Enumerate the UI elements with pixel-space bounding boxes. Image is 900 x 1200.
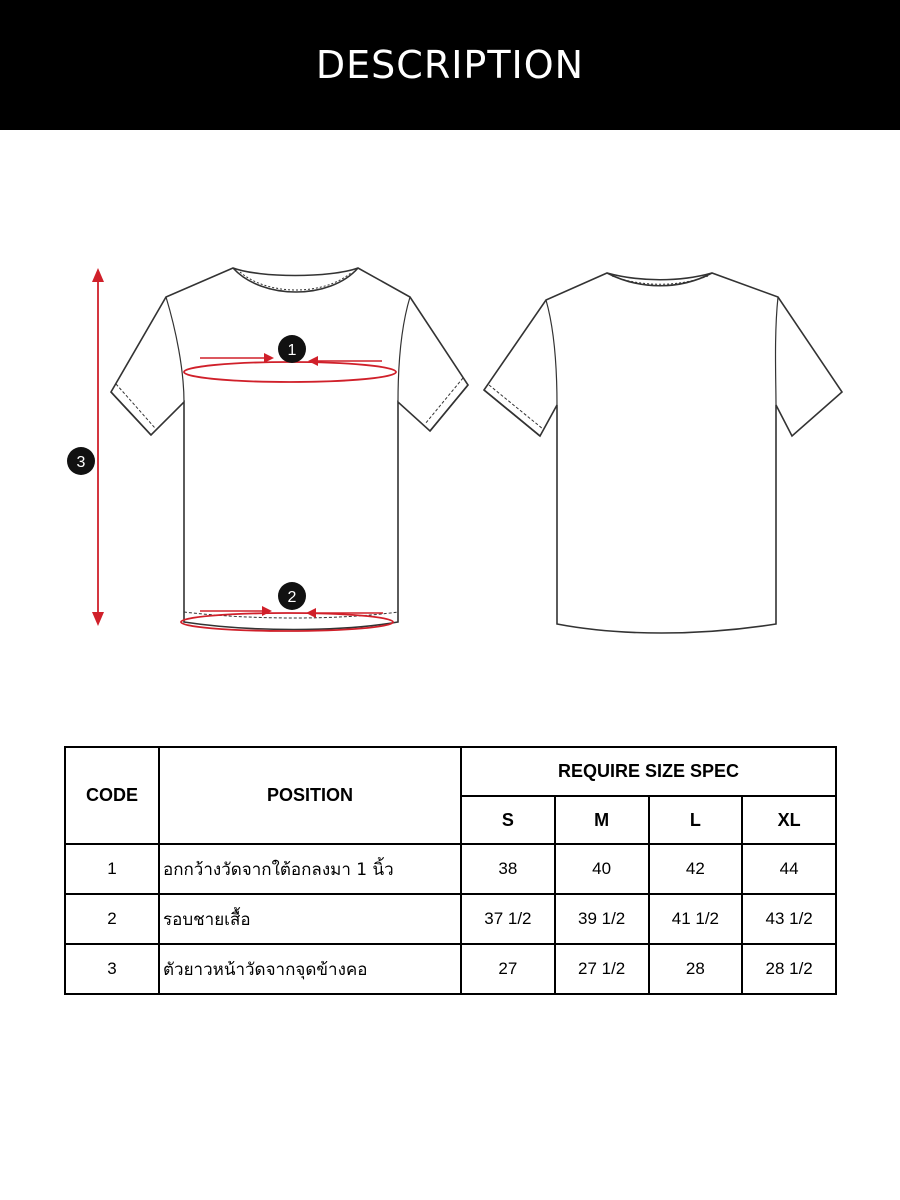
marker-2-icon (278, 582, 306, 610)
row-position: ตัวยาวหน้าวัดจากจุดข้างคอ (159, 944, 461, 994)
row-position: อกกว้างวัดจากใต้อกลงมา 1 นิ้ว (159, 844, 461, 894)
header-spec-group: REQUIRE SIZE SPEC (461, 747, 836, 796)
table-row (65, 944, 836, 994)
marker-1-icon (278, 335, 306, 363)
row-value-s: 37 1/2 (461, 894, 555, 944)
length-measure (92, 268, 104, 626)
row-value-l: 42 (649, 844, 743, 894)
header-bar (0, 0, 900, 130)
row-value-xl: 28 1/2 (742, 944, 836, 994)
header-position: POSITION (159, 747, 461, 844)
row-value-s: 27 (461, 944, 555, 994)
marker-3-icon (67, 447, 95, 475)
row-position: รอบชายเสื้อ (159, 894, 461, 944)
size-diagram (0, 230, 900, 670)
header-size-s: S (461, 796, 555, 844)
marker-3-label: 3 (76, 454, 86, 471)
row-value-m: 40 (555, 844, 649, 894)
table-row (65, 844, 836, 894)
front-tshirt-icon (111, 268, 468, 630)
row-value-m: 27 1/2 (555, 944, 649, 994)
row-value-m: 39 1/2 (555, 894, 649, 944)
header-size-l: L (649, 796, 743, 844)
row-code: 1 (65, 844, 159, 894)
back-tshirt-icon (484, 273, 842, 633)
marker-1-label: 1 (287, 342, 297, 359)
row-code: 2 (65, 894, 159, 944)
header-size-xl: XL (742, 796, 836, 844)
row-code: 3 (65, 944, 159, 994)
page-title: DESCRIPTION (315, 43, 585, 87)
tshirt-diagram-svg (0, 230, 900, 670)
row-value-s: 38 (461, 844, 555, 894)
header-code: CODE (65, 747, 159, 844)
header-size-m: M (555, 796, 649, 844)
table-row (65, 894, 836, 944)
size-spec-table (64, 746, 837, 995)
row-value-l: 41 1/2 (649, 894, 743, 944)
row-value-l: 28 (649, 944, 743, 994)
row-value-xl: 43 1/2 (742, 894, 836, 944)
row-value-xl: 44 (742, 844, 836, 894)
marker-2-label: 2 (287, 589, 297, 606)
